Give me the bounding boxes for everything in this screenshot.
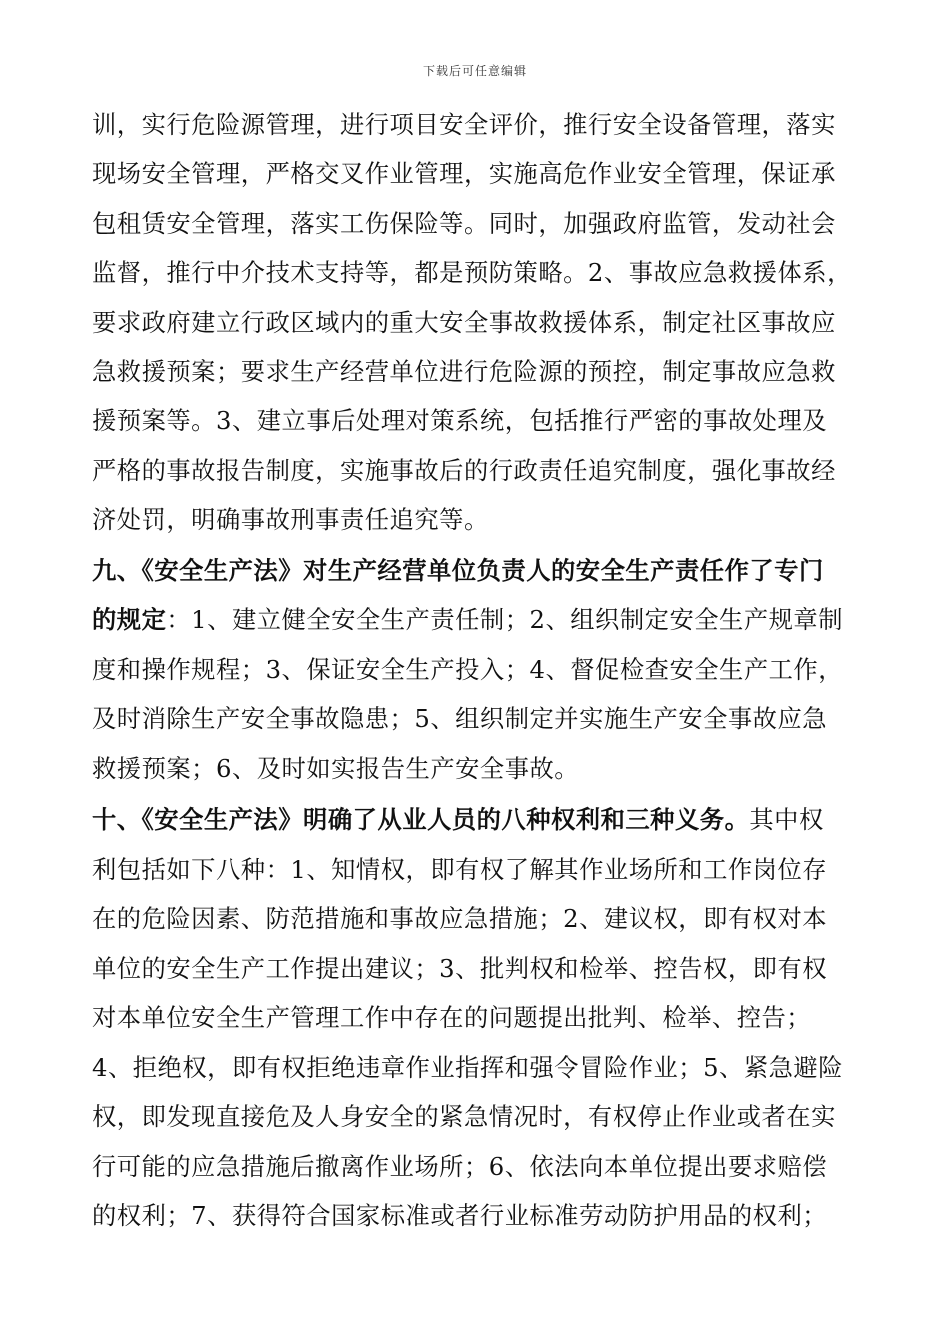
text-line: 急救援预案；要求生产经营单位进行危险源的预控，制定事故应急救 xyxy=(92,357,836,386)
text-line: 包租赁安全管理，落实工伤保险等。同时，加强政府监管，发动社会 xyxy=(92,209,836,238)
header-note: 下载后可任意编辑 xyxy=(422,64,527,78)
text-line: 权，即发现直接危及人身安全的紧急情况时，有权停止作业或者在实 xyxy=(92,1102,836,1131)
section-nine-heading: 九、《安全生产法》对生产经营单位负责人的安全生产责任作了专门 xyxy=(92,556,824,585)
text-line: 4、拒绝权，即有权拒绝违章作业指挥和强令冒险作业；5、紧急避险 xyxy=(92,1053,844,1082)
section-ten-text: 其中权 xyxy=(749,805,824,834)
text-line: 利包括如下八种：1、知情权，即有权了解其作业场所和工作岗位存 xyxy=(92,855,828,884)
text-line: 行可能的应急措施后撤离作业场所；6、依法向本单位提出要求赔偿 xyxy=(92,1152,828,1181)
text-line: 现场安全管理，严格交叉作业管理，实施高危作业安全管理，保证承 xyxy=(92,159,836,188)
text-line: 援预案等。3、建立事后处理对策系统，包括推行严密的事故处理及 xyxy=(92,406,828,435)
text-line: 训，实行危险源管理，进行项目安全评价，推行安全设备管理，落实 xyxy=(92,110,836,139)
text-line: 单位的安全生产工作提出建议；3、批判权和检举、控告权，即有权 xyxy=(92,954,828,983)
text-line: 及时消除生产安全事故隐患；5、组织制定并实施生产安全事故应急 xyxy=(92,704,828,733)
section-nine-text: ：1、建立健全安全生产责任制；2、组织制定安全生产规章制 xyxy=(166,605,844,634)
section-ten-heading: 十、《安全生产法》明确了从业人员的八种权利和三种义务。 xyxy=(92,805,750,834)
text-line: 严格的事故报告制度，实施事故后的行政责任追究制度，强化事故经 xyxy=(92,456,836,485)
section-nine-heading-end: 的规定 xyxy=(92,605,167,634)
text-line: 监督，推行中介技术支持等，都是预防策略。2、事故应急救援体系， xyxy=(92,258,852,287)
text-line: 的权利；7、获得符合国家标准或者行业标准劳动防护用品的权利； xyxy=(92,1201,828,1230)
text-line xyxy=(92,605,872,635)
text-line: 在的危险因素、防范措施和事故应急措施；2、建议权，即有权对本 xyxy=(92,904,828,933)
text-line: 救援预案；6、及时如实报告生产安全事故。 xyxy=(92,754,580,783)
text-line: 对本单位安全生产管理工作中存在的问题提出批判、检举、控告； xyxy=(92,1003,812,1032)
text-line: 济处罚，明确事故刑事责任追究等。 xyxy=(92,505,489,534)
text-line: 要求政府建立行政区域内的重大安全事故救援体系，制定社区事故应 xyxy=(92,308,836,337)
text-line xyxy=(92,805,872,835)
text-line: 度和操作规程；3、保证安全生产投入；4、督促检查安全生产工作， xyxy=(92,655,844,684)
